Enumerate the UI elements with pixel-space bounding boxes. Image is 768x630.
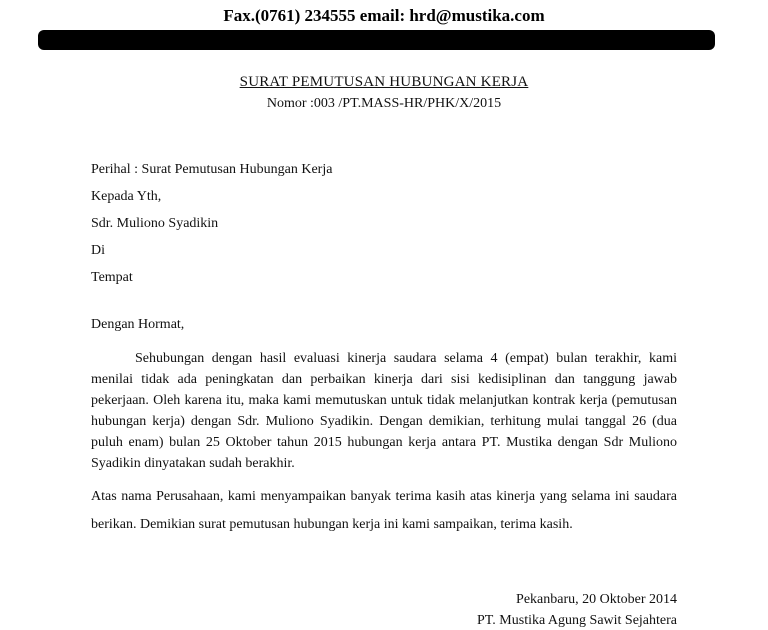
greeting: Dengan Hormat,	[91, 317, 185, 332]
letterhead-contact: Fax.(0761) 234555 email: hrd@mustika.com	[223, 6, 545, 25]
to-line: Kepada Yth,	[91, 189, 162, 204]
company-name: PT. Mustika Agung Sawit Sejahtera	[477, 613, 677, 628]
subject-line: Perihal : Surat Pemutusan Hubungan Kerja	[91, 162, 333, 177]
place-line: Tempat	[91, 270, 133, 285]
at-line: Di	[91, 243, 105, 258]
body-paragraph-1: Sehubungan dengan hasil evaluasi kinerja saudara selama 4 (empat) bulan terakhir, kami menilai tidak ada peningkatan dan perbaikan kinerja dari sisi kedisiplinan dan tanggung jawab pekerjaan. Oleh karena itu, maka kami memutuskan untuk tidak melanjutkan kontrak kerja (pemutusan hubungan kerja) dengan Sdr. Muliono Syadikin. Dengan demikian, terhitung mulai tanggal 26 (dua puluh enam) bulan 25 Oktober tahun 2015 hubungan kerja antara PT. Mustika dengan Sdr Muliono Syadikin dinyatakan sudah berakhir.	[91, 351, 677, 471]
place-date: Pekanbaru, 20 Oktober 2014	[516, 592, 677, 607]
body-paragraph-2: Atas nama Perusahaan, kami menyampaikan banyak terima kasih atas kinerja yang selama ini saudara berikan. Demikian surat pemutusan hubungan kerja ini kami sampaikan, terima kasih.	[91, 489, 677, 532]
letterhead-divider-bar	[38, 30, 715, 50]
letter-title: SURAT PEMUTUSAN HUBUNGAN KERJA	[239, 74, 529, 90]
recipient-name: Sdr. Muliono Syadikin	[91, 216, 219, 231]
letter-number: Nomor :003 /PT.MASS-HR/PHK/X/2015	[266, 96, 502, 111]
